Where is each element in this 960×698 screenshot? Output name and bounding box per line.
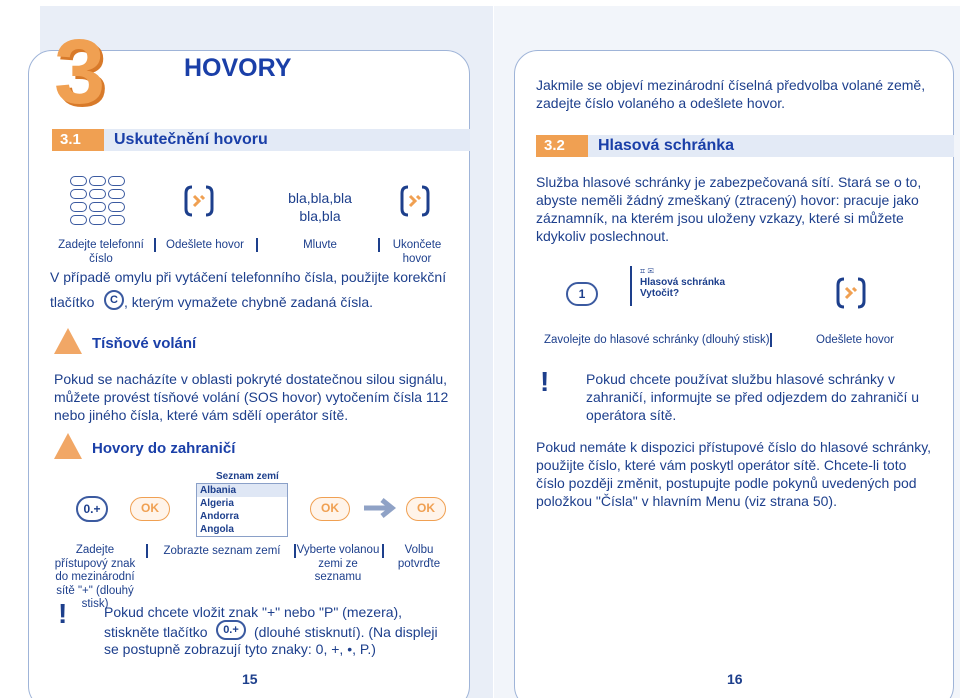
phone-screen [630,266,734,306]
step-dial: Zadejte telefonní číslo [58,239,144,265]
separator [256,238,258,252]
arrow-right-icon [362,496,396,525]
para-line: použijte číslo, které vám poskytl operátor sítě. Chcete-li toto [536,457,907,473]
correction-line-2-start: tlačítko [50,294,95,310]
section-title: Hlasová schránka [588,135,954,157]
note-line-2-end: (dlouhé stisknutí). (Na displeji [254,624,438,640]
emergency-line: Pokud se nacházíte v oblasti pokryté dostatečnou silou signálu, [54,371,448,387]
step-talk: Mluvte [303,239,337,251]
country-list-header [196,470,288,483]
warning-line: Pokud chcete používat službu hlasové schránky v [586,371,895,387]
screen-title: Hlasová schránka [640,277,726,288]
ok-key-icon: OK [130,497,170,521]
correction-line-1: V případě omylu při vytáčení telefonního čísla, použijte korekční [50,269,447,285]
para-line: položkou "Čísla" v hlavním Menu (viz strana 50). [536,493,837,509]
voicemail-signal-icon: ⌗ ✉ [640,266,654,276]
country-item: Angola [200,524,234,535]
intro-line: zadejte číslo volaného a odešlete hovor. [536,95,786,111]
emergency-line: můžete provést tísňové volání (SOS hovor) vytočením čísla 112 [54,389,449,405]
para-line: Pokud nemáte k dispozici přístupové číslo do hlasové schránky, [536,439,932,455]
screen-prompt: Vytočit? [640,288,680,299]
note-line-2-start: stiskněte tlačítko [104,624,208,640]
step-end: Ukončete hovor [392,239,442,265]
emergency-line: nebo jiného čísla, které vám sdělí operátor sítě. [54,407,349,423]
ok-key-icon: OK [310,497,350,521]
separator [146,544,148,558]
country-item: Albania [197,484,287,497]
country-item: Andorra [200,511,239,522]
abroad-title: Hovory do zahraničí [92,440,236,457]
access-number-text [536,438,946,510]
note-line-3: se postupně zobrazují tyto znaky: 0, +, •, P.) [104,641,376,657]
voicemail-step-call: Zavolejte do hlasové schránky (dlouhý stisk) [544,334,770,346]
zero-plus-key-icon: 0.+ [216,620,246,640]
note-line-1: Pokud chcete vložit znak "+" nebo "P" (mezera), [104,604,403,620]
para-line: abyste neměli žádný zmeškaný (ztracený) hovor: pracuje jako [536,192,919,208]
voicemail-key-icon [566,282,598,306]
step-send: Odešlete hovor [166,239,244,251]
exclamation-icon: ! [540,366,550,397]
send-key-icon [184,184,214,223]
para-line: Služba hlasové schránky je zabezpečovaná sítí. Stará se o to, [536,174,922,190]
country-item: Algeria [200,498,234,509]
section-title: Uskutečnění hovoru [104,129,470,151]
send-key-icon [836,276,866,315]
triangle-marker [54,433,82,459]
separator [154,238,156,252]
page-number-right: 16 [727,671,743,687]
voicemail-key-label: 1 [578,287,586,301]
chapter-number: 3 [54,21,102,123]
separator [378,238,380,252]
section-number: 3.1 [52,129,104,151]
abroad-step-confirm: Volbu potvrďte [397,544,441,570]
warning-line: zahraničí, informujte se před odjezdem do zahraničí u [586,389,920,405]
country-list [196,483,288,537]
end-key-icon [400,184,430,223]
zero-plus-key-icon: 0.+ [76,496,108,522]
emergency-title: Tísňové volání [92,335,197,352]
keypad-icon [70,176,130,232]
intro-text [536,76,946,112]
intro-line: Jakmile se objeví mezinárodní číselná předvolba volané země, [536,77,926,93]
abroad-step-select: Vyberte volanou zemi ze seznamu [296,544,380,583]
para-line: kdykoliv poslechnout. [536,228,670,244]
abroad-step-list: Zobrazte seznam zemí [163,545,281,557]
page-number-left: 15 [242,671,258,687]
voicemail-step-send: Odešlete hovor [816,334,894,346]
ok-key-icon: OK [406,497,446,521]
para-line: záznamník, na kterém jsou uloženy vzkazy, které si můžete [536,210,904,226]
abroad-warning [586,370,946,424]
separator [382,544,384,558]
section-number: 3.2 [536,135,588,157]
country-list-box [196,470,288,537]
correction-line-2-end: , kterým vymažete chybně zadaná čísla. [124,294,373,310]
warning-line: operátora sítě. [586,407,677,423]
para-line: číslo později změnit, postupujte podle pokynů uvedených pod [536,475,917,491]
chapter-title: HOVORY [184,54,292,82]
voicemail-description [536,173,946,245]
display-line-2: bla,bla [299,208,341,224]
display-line-1: bla,bla,bla [288,190,352,206]
triangle-marker [54,328,82,354]
separator [770,333,772,347]
emergency-text [54,370,464,424]
display-text [270,189,370,225]
abroad-step-prefix: Zadejte přístupový znak do mezinárodní sítě "+" (dlouhý stisk) [54,544,136,610]
exclamation-icon: ! [58,598,68,629]
list-header-text: Seznam zemí [216,471,279,482]
c-key-icon: C [104,290,124,310]
